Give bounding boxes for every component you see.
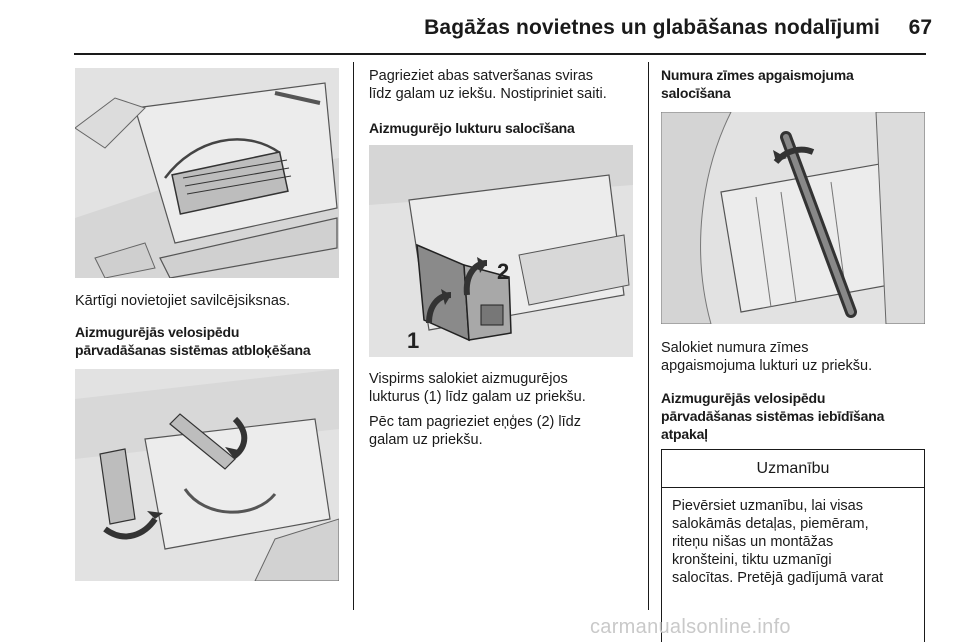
illustration-unlock-carrier — [75, 369, 339, 581]
paragraph-turn-levers-line1: Pagrieziet abas satveršanas sviras — [369, 68, 594, 84]
heading-unlock-line1: Aizmugurējās velosipēdu — [75, 324, 240, 340]
paragraph-fold-lights-line1: Vispirms salokiet aizmugurējos — [369, 371, 568, 387]
page-number: 67 — [908, 16, 932, 39]
paragraph-hinges-line1: Pēc tam pagrieziet eņģes (2) līdz — [369, 414, 581, 430]
caution-line: salokāmās detaļas, piemēram, — [672, 516, 869, 532]
watermark: carmanualsonline.info — [590, 616, 791, 638]
paragraph-hinges-line2: galam uz priekšu. — [369, 432, 483, 448]
heading-plate-light-line1: Numura zīmes apgaismojuma — [661, 67, 854, 83]
caution-notice-title: Uzmanību — [662, 450, 924, 488]
illustration-plate-light — [661, 112, 925, 324]
paragraph-fold-plate-light-line2: apgaismojuma lukturi uz priekšu. — [661, 358, 873, 374]
heading-retract-line2: pārvadāšanas sistēmas iebīdīšana — [661, 408, 885, 424]
callout-2: 2 — [497, 259, 510, 284]
paragraph-turn-levers-line2: līdz galam uz iekšu. Nostipriniet saiti. — [369, 86, 607, 102]
illustration-tie-straps — [75, 68, 339, 278]
column-divider-2 — [648, 62, 649, 610]
column-divider-1 — [353, 62, 354, 610]
caution-line: riteņu nišas un montāžas — [672, 534, 834, 550]
heading-retract-line3: atpakaļ — [661, 426, 708, 442]
header-rule — [74, 53, 926, 55]
caution-notice-body — [672, 497, 883, 587]
caution-line: salocītas. Pretējā gadījumā varat — [672, 570, 884, 586]
caption-tie-straps: Kārtīgi novietojiet savilcējsiksnas. — [75, 293, 291, 309]
callout-1: 1 — [407, 328, 420, 353]
paragraph-fold-plate-light-line1: Salokiet numura zīmes — [661, 340, 809, 356]
heading-plate-light-line2: salocīšana — [661, 85, 731, 101]
illustration-fold-tail-lights — [369, 145, 633, 357]
caution-line: kronšteini, tiktu uzmanīgi — [672, 552, 832, 568]
page-header-title: Bagāžas novietnes un glabāšanas nodalījumi — [424, 16, 880, 39]
caution-notice-box — [661, 449, 925, 642]
caution-line: Pievērsiet uzmanību, lai visas — [672, 498, 863, 514]
heading-retract-line1: Aizmugurējās velosipēdu — [661, 390, 826, 406]
heading-fold-tail-lights: Aizmugurējo lukturu salocīšana — [369, 120, 575, 136]
heading-unlock-line2: pārvadāšanas sistēmas atbloķēšana — [75, 342, 311, 358]
paragraph-fold-lights-line2: lukturus (1) līdz galam uz priekšu. — [369, 389, 586, 405]
